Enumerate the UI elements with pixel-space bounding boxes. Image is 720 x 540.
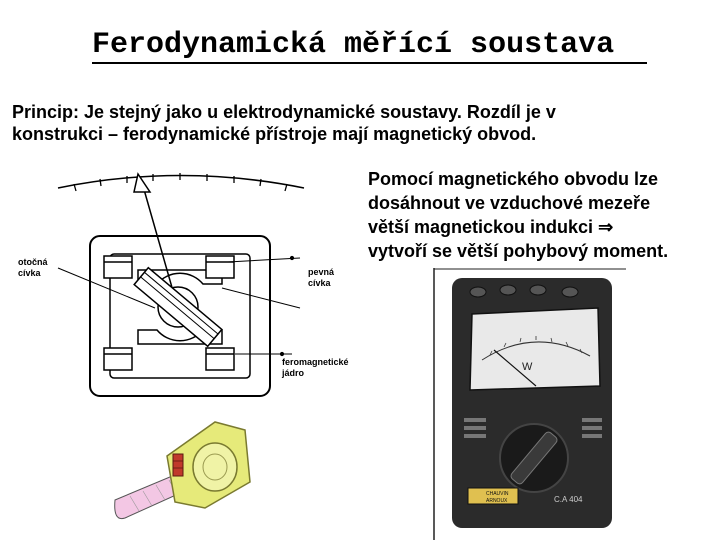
meter-unit-label: W (522, 361, 533, 373)
tape-button (173, 454, 183, 476)
explanation-line-3-text: větší magnetickou indukci (368, 217, 594, 237)
explanation-line-4: vytvoří se větší pohybový moment. (368, 241, 669, 261)
explanation-text (368, 167, 713, 263)
page-title: Ferodynamická měřící soustava (92, 28, 647, 64)
meter-window (470, 308, 600, 390)
principle-text (12, 101, 712, 145)
scale-ticks (74, 173, 287, 191)
explanation-line-1: Pomocí magnetického obvodu lze (368, 169, 659, 189)
label-ferromagnetic-core (282, 357, 349, 379)
principle-line-1: Princip: Je stejný jako u elektrodynamické soustavy. Rozdíl je v (12, 102, 556, 122)
label-fixed-coil-line-1: pevná (308, 267, 335, 277)
rotating-coil (134, 268, 222, 347)
brand-badge-text-2: ARNOUX (486, 498, 508, 504)
label-fixed-coil (308, 267, 334, 289)
label-ferromagnetic-line-2: jádro (282, 368, 305, 378)
explanation-line-2: dosáhnout ve vzduchové mezeře (368, 193, 651, 213)
explanation-line-3 (368, 215, 713, 239)
tape-reel (193, 443, 237, 491)
wattmeter-photo (430, 268, 630, 540)
label-ferromagnetic-line-1: feromagnetické (282, 357, 349, 367)
implies-symbol: ⇒ (598, 217, 614, 237)
label-rotating-coil (18, 257, 48, 279)
label-fixed-coil-line-2: cívka (308, 278, 331, 288)
principle-line-2: konstrukci – ferodynamické přístroje mají magnetický obvod. (12, 124, 537, 144)
brand-badge-text-1: CHAUVIN (486, 491, 509, 497)
tape-measure-illustration (95, 412, 265, 527)
scale-arc (58, 176, 304, 189)
meter-model-label: C.A 404 (554, 495, 583, 504)
label-rotating-coil-line-1: otočná (18, 257, 48, 267)
label-rotating-coil-line-2: cívka (18, 268, 41, 278)
